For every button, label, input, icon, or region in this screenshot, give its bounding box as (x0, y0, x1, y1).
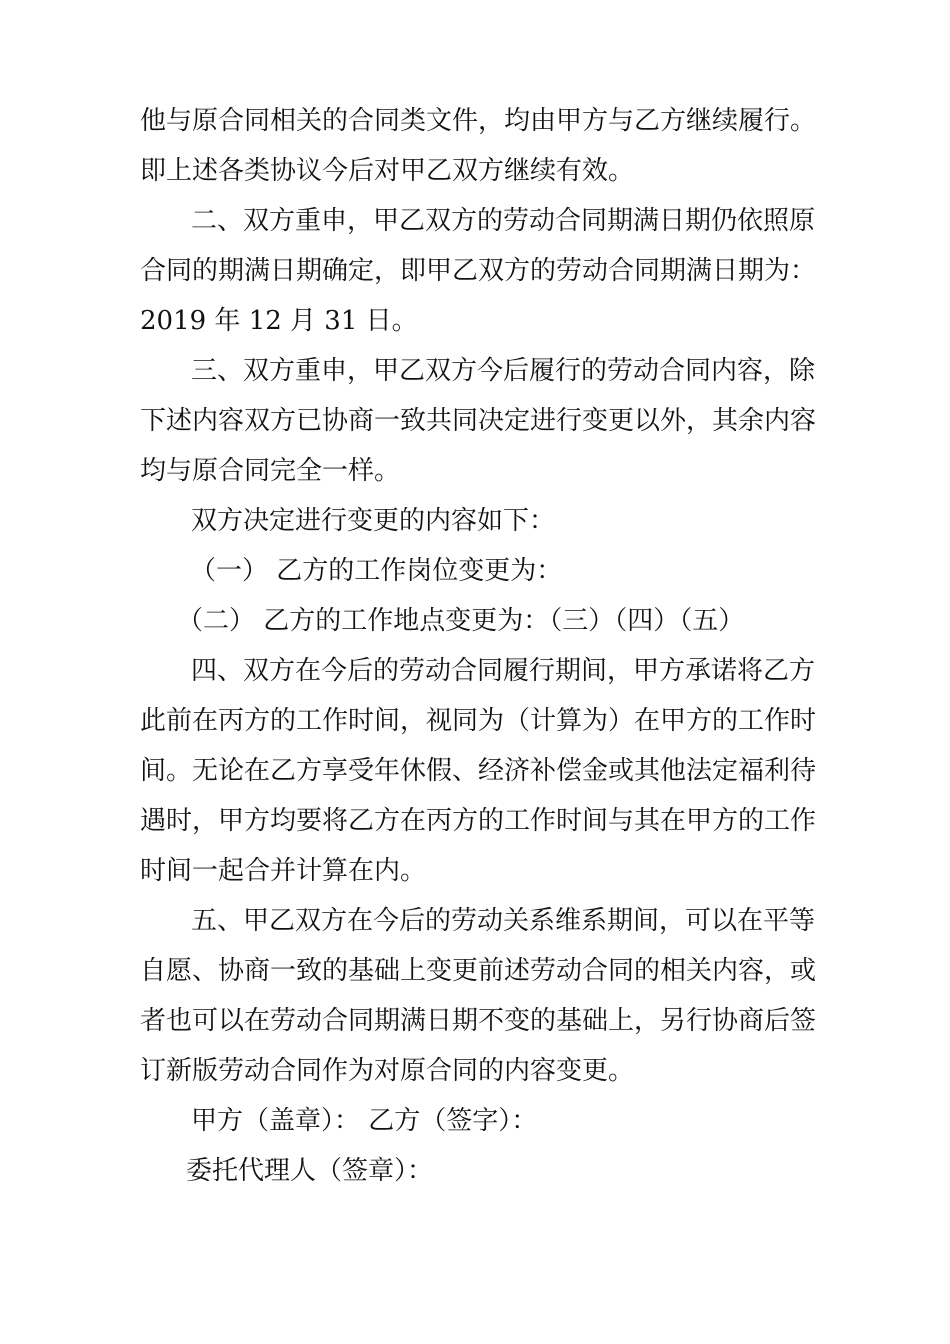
text-line: 均与原合同完全一样。 (140, 456, 401, 486)
change-item-1: （一） 乙方的工作岗位变更为： (190, 556, 563, 586)
text-line: 此前在丙方的工作时间，视同为（计算为）在甲方的工作时 (140, 706, 817, 736)
text-line: 合同的期满日期确定，即甲乙双方的劳动合同期满日期为： (140, 256, 817, 286)
clause-4-line: 四、双方在今后的劳动合同履行期间，甲方承诺将乙方 (191, 656, 816, 686)
text-line: 他与原合同相关的合同类文件，均由甲方与乙方继续履行。 (140, 106, 817, 136)
text-line: 2019 年 12 月 31 日。 (140, 306, 418, 336)
text-line: 下述内容双方已协商一致共同决定进行变更以外，其余内容 (140, 406, 817, 436)
clause-2-line: 二、双方重申，甲乙双方的劳动合同期满日期仍依照原 (191, 206, 816, 236)
text-line: 者也可以在劳动合同期满日期不变的基础上，另行协商后签 (140, 1006, 817, 1036)
text-line: 时间一起合并计算在内。 (140, 856, 427, 886)
text-line: 间。无论在乙方享受年休假、经济补偿金或其他法定福利待 (140, 756, 817, 786)
changes-intro: 双方决定进行变更的内容如下： (191, 506, 556, 536)
clause-5-line: 五、甲乙双方在今后的劳动关系维系期间，可以在平等 (191, 906, 816, 936)
text-line: 自愿、协商一致的基础上变更前述劳动合同的相关内容，或 (140, 956, 817, 986)
text-line: 遇时，甲方均要将乙方在丙方的工作时间与其在甲方的工作 (140, 806, 817, 836)
agent-signature: 委托代理人（签章）： (186, 1156, 434, 1186)
change-item-2: （二） 乙方的工作地点变更为：（三）（四）（五） (177, 606, 745, 636)
text-line: 订新版劳动合同作为对原合同的内容变更。 (140, 1056, 635, 1086)
text-line: 即上述各类协议今后对甲乙双方继续有效。 (140, 156, 635, 186)
clause-3-line: 三、双方重申，甲乙双方今后履行的劳动合同内容，除 (191, 356, 816, 386)
signature-parties: 甲方（盖章）： 乙方（签字）： (191, 1106, 538, 1136)
